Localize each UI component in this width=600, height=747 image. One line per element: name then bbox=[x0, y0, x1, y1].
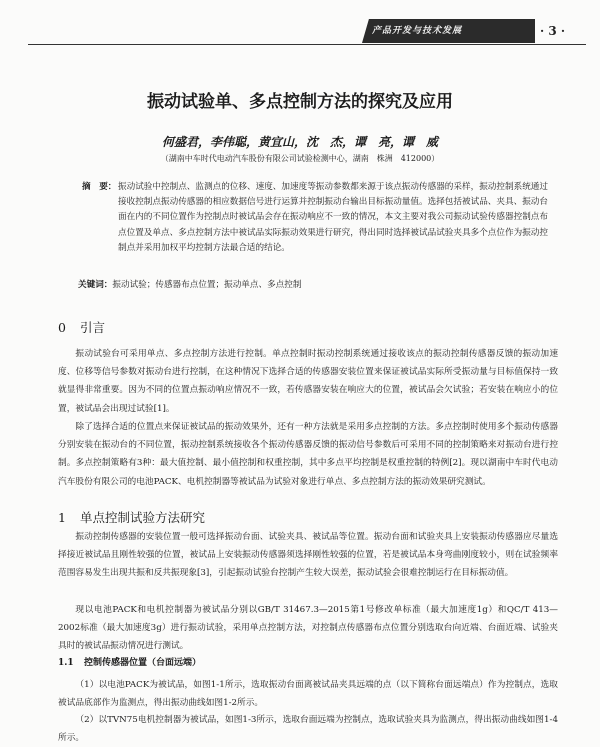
keywords-label: 关键词： bbox=[78, 280, 113, 290]
section-number: 1 bbox=[58, 510, 66, 525]
header-rule bbox=[28, 44, 586, 45]
keywords-text: 振动试验；传感器布点位置；振动单点、多点控制 bbox=[112, 280, 302, 290]
journal-name: 产品开发与技术发展 bbox=[372, 26, 463, 36]
subsection-heading bbox=[58, 655, 558, 671]
section-title: 引言 bbox=[80, 320, 106, 335]
abstract bbox=[68, 180, 548, 256]
subsection-title: 控制传感器位置（台面远端） bbox=[84, 658, 202, 668]
authors: 何盛君，李伟聪，黄宜山，沈 杰，谭 亮，谭 威 bbox=[161, 135, 438, 149]
section-heading-single-point bbox=[58, 508, 558, 528]
intro-paragraph-1: 振动试验台可采用单点、多点控制方法进行控制。单点控制时振动控制系统通过接收该点的振动控制传感器反馈的振动加速度、位移等信号参数对振动台进行控制，在这种情况下选择合适的传感器安装位置来保证被试品实际所受振动量与目标值保持一致就显得非常重要。因为不同的位置点振动响应情况不一致，若传感器安装在响应大的位置，被试品会欠试验；若安装在响应小的位置，被试品会出现过试验[1]。 bbox=[58, 349, 558, 414]
intro-paragraph-2: 除了选择合适的位置点来保证被试品的振动效果外，还有一种方法就是采用多点控制的方法。多点控制时使用多个振动传感器分别安装在振动台的不同位置，振动控制系统接收各个振动传感器反馈的振动信号参数后可采用不同的控制策略来对振动台进行控制。多点控制策略有3种：最大值控制、最小值控制和权重控制，其中多点平均控制是权重控制的特例[2]。现以湖南中车时代电动汽车股份有限公司的电池PACK、电机控制器等被试品为试验对象进行单点、多点控制方法的振动效果研究测试。 bbox=[58, 422, 558, 487]
subsection-paragraph-2: （2）以TVN75电机控制器为被试品，如图1-3所示，选取台面远端为控制点，选取试验夹具为监测点，得出振动曲线如图1-4所示。 bbox=[58, 715, 558, 744]
affiliation: （湖南中车时代电动汽车股份有限公司试验检测中心，湖南 株洲 412000） bbox=[160, 154, 440, 163]
subsection-paragraph-1: （1）以电池PACK为被试品，如图1-1所示，选取振动台面离被试品夹具远端的点（以下简称台面远端点）作为控制点，选取被试品底部作为监测点，得出振动曲线如图1-2所示。 bbox=[58, 680, 558, 709]
section-number: 0 bbox=[58, 320, 66, 335]
abstract-text: 振动试验中控制点、监测点的位移、速度、加速度等振动参数都来源于该点振动传感器的采样，振动控制系统通过接收控制点振动传感器的相应数据信号进行运算并控制振动台输出目标振动量值。选择包括被试品、夹具、振动台面在内的不同位置作为控制点时被试品会存在振动响应不一致的情况，本文主要对我公司振动试验传感器控制点布点位置及单点、多点控制方法中被试品实际振动效果进行研究，得出同时选择被试品试验夹具多个点位作为振动控制点并采用加权平均控制方法最合适的结论。 bbox=[118, 182, 548, 253]
paper-title: 振动试验单、多点控制方法的探究及应用 bbox=[147, 92, 453, 112]
method-paragraph-2: 现以电池PACK和电机控制器为被试品分别以GB/T 31467.3—2015第1号修改单标准（最大加速度1g）和QC/T 413—2002标准（最大加速度3g）进行振动试验，采用单点控制方法，对控制点传感器布点位置分别选取台向近端、台面近端、试验夹具时的被试品振动情况进行测试。 bbox=[58, 605, 558, 652]
keywords bbox=[78, 278, 558, 293]
section-title: 单点控制试验方法研究 bbox=[80, 510, 206, 525]
section-heading-intro bbox=[58, 318, 558, 338]
page-number: · 3 · bbox=[540, 24, 566, 38]
subsection-number: 1.1 bbox=[58, 658, 74, 668]
method-paragraph-1: 振动控制传感器的安装位置一般可选择振动台面、试验夹具、被试品等位置。振动台面和试验夹具上安装振动传感器应尽量选择接近被试品且刚性较强的位置，被试品上安装振动传感器须选择刚性较强的位置，若是被试品本身弯曲刚度较小，则在试验频率范围容易发生出现共振和反共振现象[3]，引起振动试验台控制产生较大误差，振动试验会很难控制运行在目标振动值。 bbox=[58, 532, 558, 579]
abstract-label: 摘 要： bbox=[82, 182, 117, 192]
